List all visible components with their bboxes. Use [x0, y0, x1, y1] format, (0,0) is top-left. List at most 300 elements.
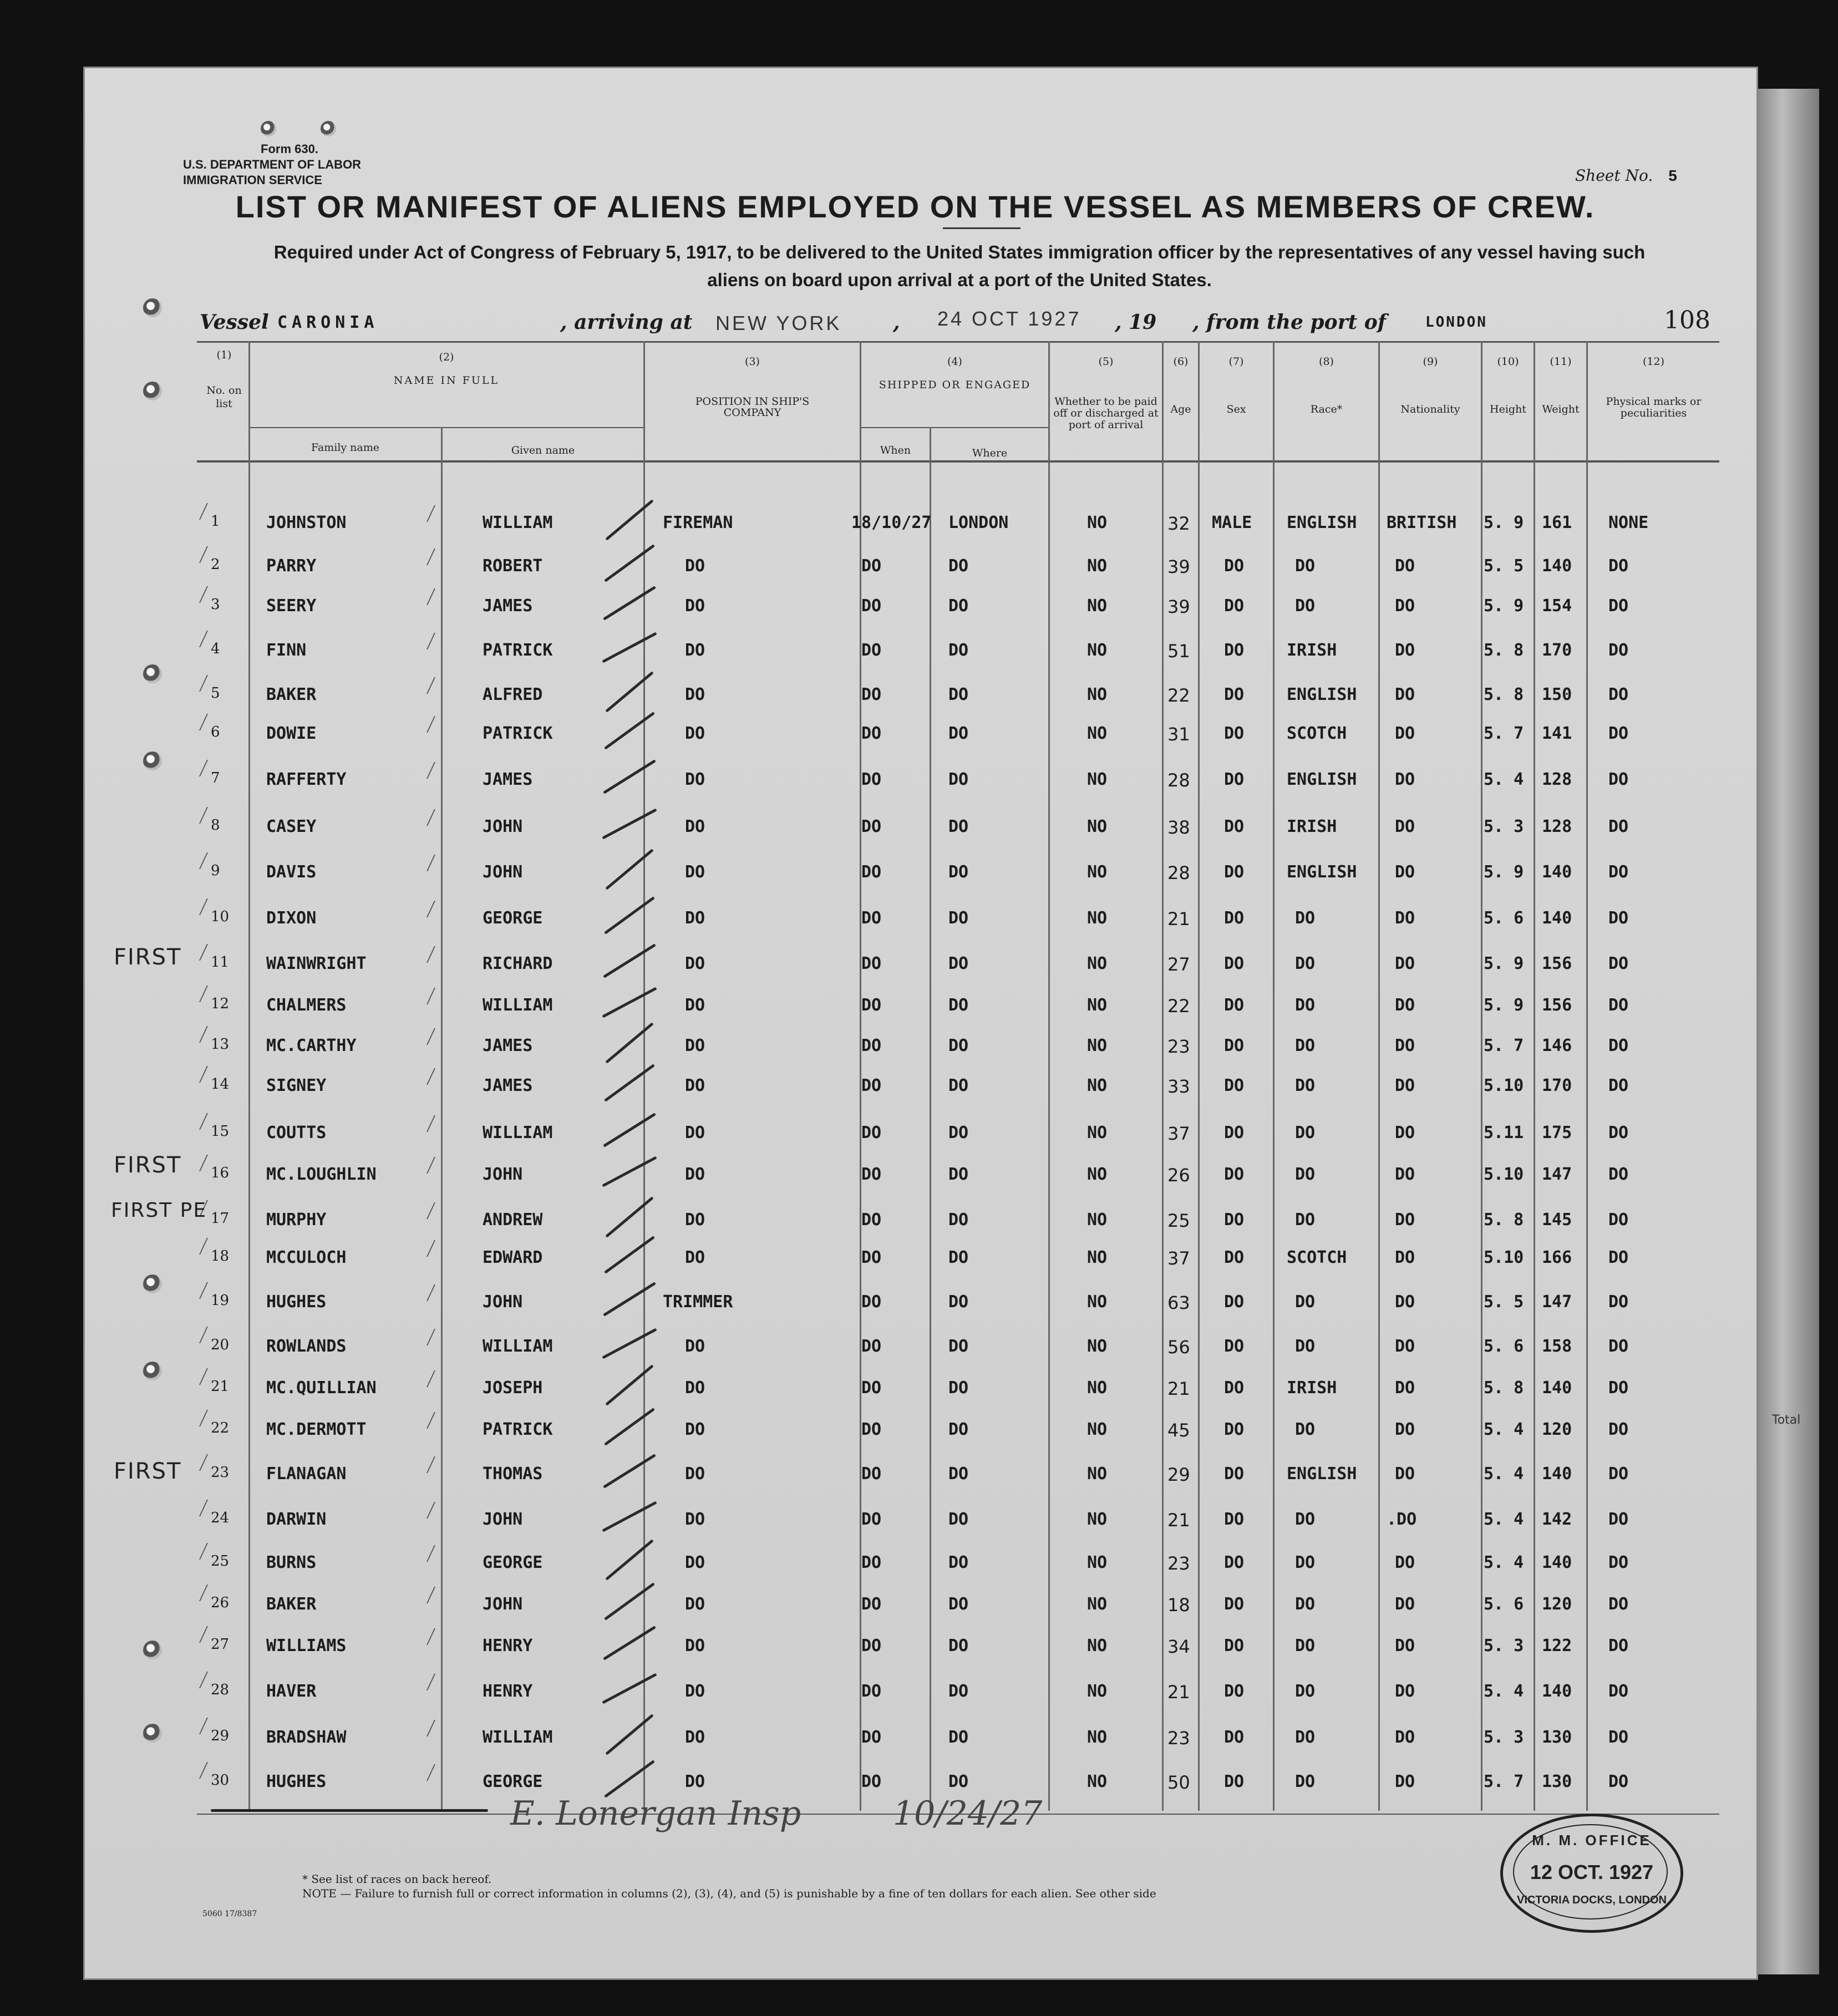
table-row [200, 556, 1719, 590]
cell-sex: DO [1224, 596, 1245, 616]
cell-age: 29 [1167, 1464, 1190, 1485]
col5-label: Whether to be paid off or discharged at port of arrival [1053, 395, 1159, 431]
cell-race: DO [1295, 908, 1316, 928]
page-title: LIST OR MANIFEST OF ALIENS EMPLOYED ON THE VESSEL AS MEMBERS OF CREW. [235, 189, 1595, 224]
cell-family: DAVIS [266, 862, 317, 882]
cell-race: DO [1295, 1337, 1316, 1356]
cell-marks: DO [1608, 1420, 1629, 1439]
cell-family: MCCULOCH [266, 1248, 347, 1267]
cell-sex: DO [1224, 862, 1245, 882]
cell-sex: DO [1224, 1772, 1245, 1791]
cell-marks: DO [1608, 1337, 1629, 1356]
cell-given: JAMES [483, 596, 533, 616]
cell-age: 39 [1167, 596, 1190, 617]
table-row [200, 1682, 1719, 1715]
cell-paid: NO [1087, 862, 1108, 882]
col3-number: (3) [745, 356, 760, 368]
cell-sex: DO [1224, 1420, 1245, 1439]
cell-when: DO [861, 596, 882, 616]
cell-race: DO [1295, 1123, 1316, 1142]
cell-no: 14 [211, 1076, 230, 1093]
cell-height: 5.10 [1484, 1076, 1524, 1095]
table-row [200, 862, 1719, 896]
cell-sex: DO [1224, 1728, 1245, 1747]
cell-weight: 140 [1542, 908, 1572, 928]
cell-given: JOHN [483, 1510, 523, 1529]
col8-label: Race* [1310, 403, 1343, 415]
cell-paid: NO [1087, 1728, 1108, 1747]
cell-weight: 142 [1542, 1510, 1572, 1529]
col4-number: (4) [947, 356, 962, 368]
cell-sex: DO [1224, 641, 1245, 660]
cell-nationality: DO [1395, 1728, 1415, 1747]
title-rule [943, 227, 1020, 229]
cell-nationality: DO [1395, 724, 1415, 743]
cell-nationality: DO [1395, 1337, 1415, 1356]
cell-paid: NO [1087, 556, 1108, 576]
cell-given: THOMAS [483, 1464, 543, 1484]
cell-position: DO [685, 770, 705, 789]
margin-annotation: FIRST [114, 944, 182, 970]
cell-height: 5. 9 [1484, 596, 1524, 616]
col4-when-header: When [880, 444, 911, 456]
cell-family: HUGHES [266, 1772, 327, 1791]
cell-paid: NO [1087, 1036, 1108, 1055]
cell-sex: DO [1224, 1292, 1245, 1312]
cell-height: 5. 8 [1484, 1378, 1524, 1398]
cell-position: DO [685, 1510, 705, 1529]
inspector-signature: E. Lonergan Insp [510, 1794, 801, 1833]
cell-height: 5. 8 [1484, 1210, 1524, 1230]
cell-weight: 128 [1542, 817, 1572, 836]
cell-marks: DO [1608, 1594, 1629, 1614]
cell-marks: DO [1608, 1464, 1629, 1484]
footer-notes [302, 1872, 1156, 1901]
cell-race: ENGLISH [1287, 862, 1357, 882]
cell-race: DO [1295, 1210, 1316, 1230]
cell-marks: DO [1608, 1682, 1629, 1701]
cell-age: 51 [1167, 641, 1190, 662]
cell-age: 28 [1167, 770, 1190, 791]
cell-position: DO [685, 1165, 705, 1184]
cell-no: 15 [211, 1123, 230, 1140]
cell-no: 2 [211, 556, 220, 573]
cell-marks: DO [1608, 1210, 1629, 1230]
cell-marks: DO [1608, 1123, 1629, 1142]
cell-paid: NO [1087, 685, 1108, 704]
col2-label: NAME IN FULL [393, 374, 500, 387]
cell-given: WILLIAM [483, 513, 553, 532]
cell-position: DO [685, 1594, 705, 1614]
cell-when: DO [861, 1210, 882, 1230]
cell-when: DO [861, 1594, 882, 1614]
cell-given: JAMES [483, 1076, 533, 1095]
cell-where: DO [948, 556, 969, 576]
table-row [200, 1123, 1719, 1156]
cell-paid: NO [1087, 1464, 1108, 1484]
cell-nationality: DO [1395, 862, 1415, 882]
cell-age: 34 [1167, 1636, 1190, 1657]
cell-weight: 150 [1542, 685, 1572, 704]
cell-nationality: DO [1395, 1292, 1415, 1312]
col9-number: (9) [1423, 356, 1438, 368]
cell-height: 5. 4 [1484, 1464, 1524, 1484]
vessel-label: Vessel [200, 311, 269, 334]
cell-race: DO [1295, 1553, 1316, 1572]
table-row [200, 1076, 1719, 1109]
punch-hole [143, 1362, 162, 1380]
table-row [200, 908, 1719, 942]
cell-position: DO [685, 556, 705, 576]
cell-no: 13 [211, 1036, 230, 1053]
table-row [200, 1420, 1719, 1453]
cell-position: DO [685, 1076, 705, 1095]
cell-where: DO [948, 1337, 969, 1356]
cell-given: JOHN [483, 862, 523, 882]
cell-height: 5. 6 [1484, 1337, 1524, 1356]
cell-when: DO [861, 1292, 882, 1312]
col3-label: POSITION IN SHIP'S COMPANY [695, 395, 810, 419]
cell-weight: 175 [1542, 1123, 1572, 1142]
punch-hole [261, 121, 276, 136]
cell-nationality: DO [1395, 1420, 1415, 1439]
cell-where: DO [948, 1420, 969, 1439]
cell-sex: DO [1224, 1337, 1245, 1356]
col7-number: (7) [1228, 356, 1244, 368]
cell-nationality: DO [1395, 1076, 1415, 1095]
table-row [200, 954, 1719, 987]
col8-number: (8) [1319, 356, 1334, 368]
cell-sex: DO [1224, 1594, 1245, 1614]
cell-paid: NO [1087, 596, 1108, 616]
cell-race: DO [1295, 1076, 1316, 1095]
cell-no: 24 [211, 1510, 230, 1526]
cell-nationality: DO [1395, 1036, 1415, 1055]
cell-age: 63 [1167, 1292, 1190, 1313]
cell-race: ENGLISH [1287, 685, 1357, 704]
cell-where: LONDON [948, 513, 1009, 532]
cell-race: DO [1295, 1636, 1316, 1656]
cell-where: DO [948, 1378, 969, 1398]
table-row [200, 685, 1719, 718]
cell-no: 1 [211, 513, 220, 530]
cell-nationality: .DO [1387, 1510, 1417, 1529]
cell-height: 5. 3 [1484, 1728, 1524, 1747]
cell-race: DO [1295, 1728, 1316, 1747]
col9-label: Nationality [1400, 403, 1460, 415]
cell-family: FLANAGAN [266, 1464, 347, 1484]
cell-when: DO [861, 862, 882, 882]
cell-nationality: DO [1395, 996, 1415, 1015]
cell-position: FIREMAN [663, 513, 733, 532]
table-row [200, 1464, 1719, 1497]
cell-race: DO [1295, 1682, 1316, 1701]
cell-given: WILLIAM [483, 1337, 553, 1356]
cell-where: DO [948, 1076, 969, 1095]
cell-position: DO [685, 1210, 705, 1230]
cell-paid: NO [1087, 908, 1108, 928]
cell-age: 21 [1167, 908, 1190, 930]
cell-age: 22 [1167, 685, 1190, 706]
cell-position: DO [685, 996, 705, 1015]
office-seal [1500, 1814, 1683, 1933]
cell-marks: DO [1608, 1510, 1629, 1529]
cell-paid: NO [1087, 1772, 1108, 1791]
cell-given: GEORGE [483, 1772, 543, 1791]
service-name: IMMIGRATION SERVICE [183, 173, 322, 187]
cell-nationality: DO [1395, 596, 1415, 616]
sheet-number [1575, 166, 1677, 185]
cell-no: 9 [211, 862, 220, 879]
cell-paid: NO [1087, 1420, 1108, 1439]
table-row [200, 1594, 1719, 1628]
cell-given: HENRY [483, 1636, 533, 1656]
cell-where: DO [948, 817, 969, 836]
table-row [200, 1510, 1719, 1543]
cell-no: 4 [211, 641, 220, 657]
cell-where: DO [948, 1292, 969, 1312]
col3-header [645, 355, 860, 418]
cell-position: TRIMMER [663, 1292, 733, 1312]
cell-height: 5. 5 [1484, 556, 1524, 576]
margin-annotation: FIRST PE [111, 1199, 207, 1222]
cell-race: DO [1295, 954, 1316, 973]
cell-sex: DO [1224, 1165, 1245, 1184]
cell-marks: DO [1608, 996, 1629, 1015]
cell-marks: DO [1608, 1553, 1629, 1572]
cell-age: 21 [1167, 1378, 1190, 1399]
cell-height: 5. 9 [1484, 513, 1524, 532]
cell-age: 23 [1167, 1728, 1190, 1749]
cell-when: DO [861, 1772, 882, 1791]
header-bottom-rule [197, 460, 1719, 463]
col2-header [250, 351, 643, 387]
cell-paid: NO [1087, 641, 1108, 660]
cell-given: ANDREW [483, 1210, 543, 1230]
signature-date: 10/24/27 [893, 1794, 1043, 1833]
cell-where: DO [948, 1165, 969, 1184]
cell-paid: NO [1087, 1123, 1108, 1142]
cell-sex: DO [1224, 1510, 1245, 1529]
arriving-label: , arriving at [560, 311, 693, 334]
cell-marks: DO [1608, 556, 1629, 576]
page-subtitle [183, 238, 1736, 294]
cell-family: COUTTS [266, 1123, 327, 1142]
table-row [200, 641, 1719, 674]
cell-race: IRISH [1287, 1378, 1337, 1398]
cell-where: DO [948, 1510, 969, 1529]
cell-family: RAFFERTY [266, 770, 347, 789]
cell-where: DO [948, 1682, 969, 1701]
cell-height: 5.10 [1484, 1248, 1524, 1267]
cell-age: 31 [1167, 724, 1190, 745]
cell-paid: NO [1087, 724, 1108, 743]
cell-paid: NO [1087, 1510, 1108, 1529]
sheet-label: Sheet No. [1575, 166, 1653, 185]
cell-race: DO [1295, 1594, 1316, 1614]
cell-given: ALFRED [483, 685, 543, 704]
col6-header [1164, 355, 1198, 416]
cell-position: DO [685, 1728, 705, 1747]
edge-total-label: Total [1772, 1413, 1801, 1427]
cell-nationality: DO [1395, 1772, 1415, 1791]
cell-height: 5. 4 [1484, 1420, 1524, 1439]
cell-age: 39 [1167, 556, 1190, 577]
cell-paid: NO [1087, 1165, 1108, 1184]
cell-height: 5. 3 [1484, 1636, 1524, 1656]
cell-paid: NO [1087, 513, 1108, 532]
cell-paid: NO [1087, 1636, 1108, 1656]
page-edge [1758, 89, 1819, 1974]
col12-header [1588, 355, 1719, 419]
margin-annotation: FIRST [114, 1152, 182, 1178]
cell-given: JOHN [483, 817, 523, 836]
cell-when: DO [861, 1036, 882, 1055]
cell-paid: NO [1087, 1210, 1108, 1230]
table-row [200, 1337, 1719, 1370]
cell-nationality: DO [1395, 1464, 1415, 1484]
cell-age: 27 [1167, 954, 1190, 975]
cell-given: GEORGE [483, 1553, 543, 1572]
cell-age: 21 [1167, 1510, 1190, 1531]
arrival-port: NEW YORK [715, 312, 842, 334]
cell-sex: DO [1224, 817, 1245, 836]
cell-when: DO [861, 817, 882, 836]
from-port-label: , from the port of [1192, 311, 1387, 334]
table-row [200, 1636, 1719, 1669]
cell-marks: DO [1608, 862, 1629, 882]
cell-position: DO [685, 1248, 705, 1267]
cell-when: DO [861, 556, 882, 576]
cell-marks: DO [1608, 770, 1629, 789]
cell-nationality: DO [1395, 556, 1415, 576]
cell-height: 5. 4 [1484, 1682, 1524, 1701]
cell-nationality: DO [1395, 685, 1415, 704]
cell-weight: 120 [1542, 1594, 1572, 1614]
cell-weight: 156 [1542, 954, 1572, 973]
cell-weight: 170 [1542, 1076, 1572, 1095]
cell-marks: DO [1608, 1165, 1629, 1184]
cell-nationality: DO [1395, 817, 1415, 836]
form-number: Form 630. [261, 142, 318, 156]
cell-position: DO [685, 1036, 705, 1055]
cell-age: 18 [1167, 1594, 1190, 1616]
cell-height: 5. 7 [1484, 1772, 1524, 1791]
col5-number: (5) [1098, 356, 1114, 368]
cell-height: 5. 6 [1484, 1594, 1524, 1614]
arrival-date-stamp: 24 OCT 1927 [937, 307, 1082, 330]
col2-number: (2) [439, 351, 454, 363]
cell-marks: DO [1608, 685, 1629, 704]
cell-paid: NO [1087, 1378, 1108, 1398]
cell-race: IRISH [1287, 817, 1337, 836]
cell-given: JAMES [483, 770, 533, 789]
cell-where: DO [948, 1210, 969, 1230]
cell-weight: 122 [1542, 1636, 1572, 1656]
cell-race: ENGLISH [1287, 770, 1357, 789]
cell-nationality: DO [1395, 1682, 1415, 1701]
table-row [200, 724, 1719, 757]
cell-nationality: DO [1395, 641, 1415, 660]
col2-family-header: Family name [311, 441, 379, 454]
cell-given: WILLIAM [483, 1123, 553, 1142]
cell-no: 12 [211, 996, 230, 1012]
departure-port: LONDON [1425, 314, 1487, 331]
cell-paid: NO [1087, 1682, 1108, 1701]
cell-where: DO [948, 596, 969, 616]
races-footnote: * See list of races on back hereof. [302, 1872, 492, 1886]
cell-age: 32 [1167, 513, 1190, 534]
table-row [200, 1378, 1719, 1411]
cell-given: PATRICK [483, 1420, 553, 1439]
cell-race: ENGLISH [1287, 1464, 1357, 1484]
cell-weight: 145 [1542, 1210, 1572, 1230]
cell-no: 27 [211, 1636, 230, 1653]
punch-hole [143, 664, 162, 683]
cell-family: MC.CARTHY [266, 1036, 357, 1055]
cell-position: DO [685, 1378, 705, 1398]
cell-position: DO [685, 1420, 705, 1439]
cell-paid: NO [1087, 1594, 1108, 1614]
cell-sex: DO [1224, 1636, 1245, 1656]
cell-sex: DO [1224, 1464, 1245, 1484]
cell-when: DO [861, 1165, 882, 1184]
col7-label: Sex [1226, 403, 1246, 415]
col4-header [861, 355, 1048, 392]
cell-family: MC.LOUGHLIN [266, 1165, 377, 1184]
cell-race: DO [1295, 996, 1316, 1015]
cell-height: 5. 3 [1484, 817, 1524, 836]
cell-height: 5. 4 [1484, 1553, 1524, 1572]
cell-sex: DO [1224, 685, 1245, 704]
cell-when: DO [861, 908, 882, 928]
seal-top-text: M. M. OFFICE [1532, 1832, 1652, 1849]
cell-height: 5. 8 [1484, 685, 1524, 704]
cell-race: DO [1295, 1772, 1316, 1791]
cell-paid: NO [1087, 954, 1108, 973]
subtitle-line-2: aliens on board upon arrival at a port of the United States. [707, 270, 1212, 290]
cell-given: WILLIAM [483, 1728, 553, 1747]
table-row [200, 1248, 1719, 1281]
cell-nationality: DO [1395, 1248, 1415, 1267]
cell-race: IRISH [1287, 641, 1337, 660]
cell-given: JOSEPH [483, 1378, 543, 1398]
cell-race: DO [1295, 1292, 1316, 1312]
cell-marks: NONE [1608, 513, 1649, 532]
cell-given: PATRICK [483, 641, 553, 660]
cell-position: DO [685, 1337, 705, 1356]
cell-where: DO [948, 1248, 969, 1267]
table-row [200, 1292, 1719, 1326]
cell-marks: DO [1608, 954, 1629, 973]
cell-paid: NO [1087, 996, 1108, 1015]
cell-marks: DO [1608, 596, 1629, 616]
cell-no: 26 [211, 1594, 230, 1611]
cell-sex: DO [1224, 1076, 1245, 1095]
vessel-rule [197, 341, 1719, 343]
name-sub-rule [250, 427, 643, 428]
cell-position: DO [685, 817, 705, 836]
cell-family: BAKER [266, 1594, 317, 1614]
cell-weight: 130 [1542, 1772, 1572, 1791]
cell-family: WILLIAMS [266, 1636, 347, 1656]
cell-weight: 161 [1542, 513, 1572, 532]
cell-sex: DO [1224, 1123, 1245, 1142]
cell-family: SIGNEY [266, 1076, 327, 1095]
cell-family: CHALMERS [266, 996, 347, 1015]
cell-marks: DO [1608, 1378, 1629, 1398]
cell-family: PARRY [266, 556, 317, 576]
